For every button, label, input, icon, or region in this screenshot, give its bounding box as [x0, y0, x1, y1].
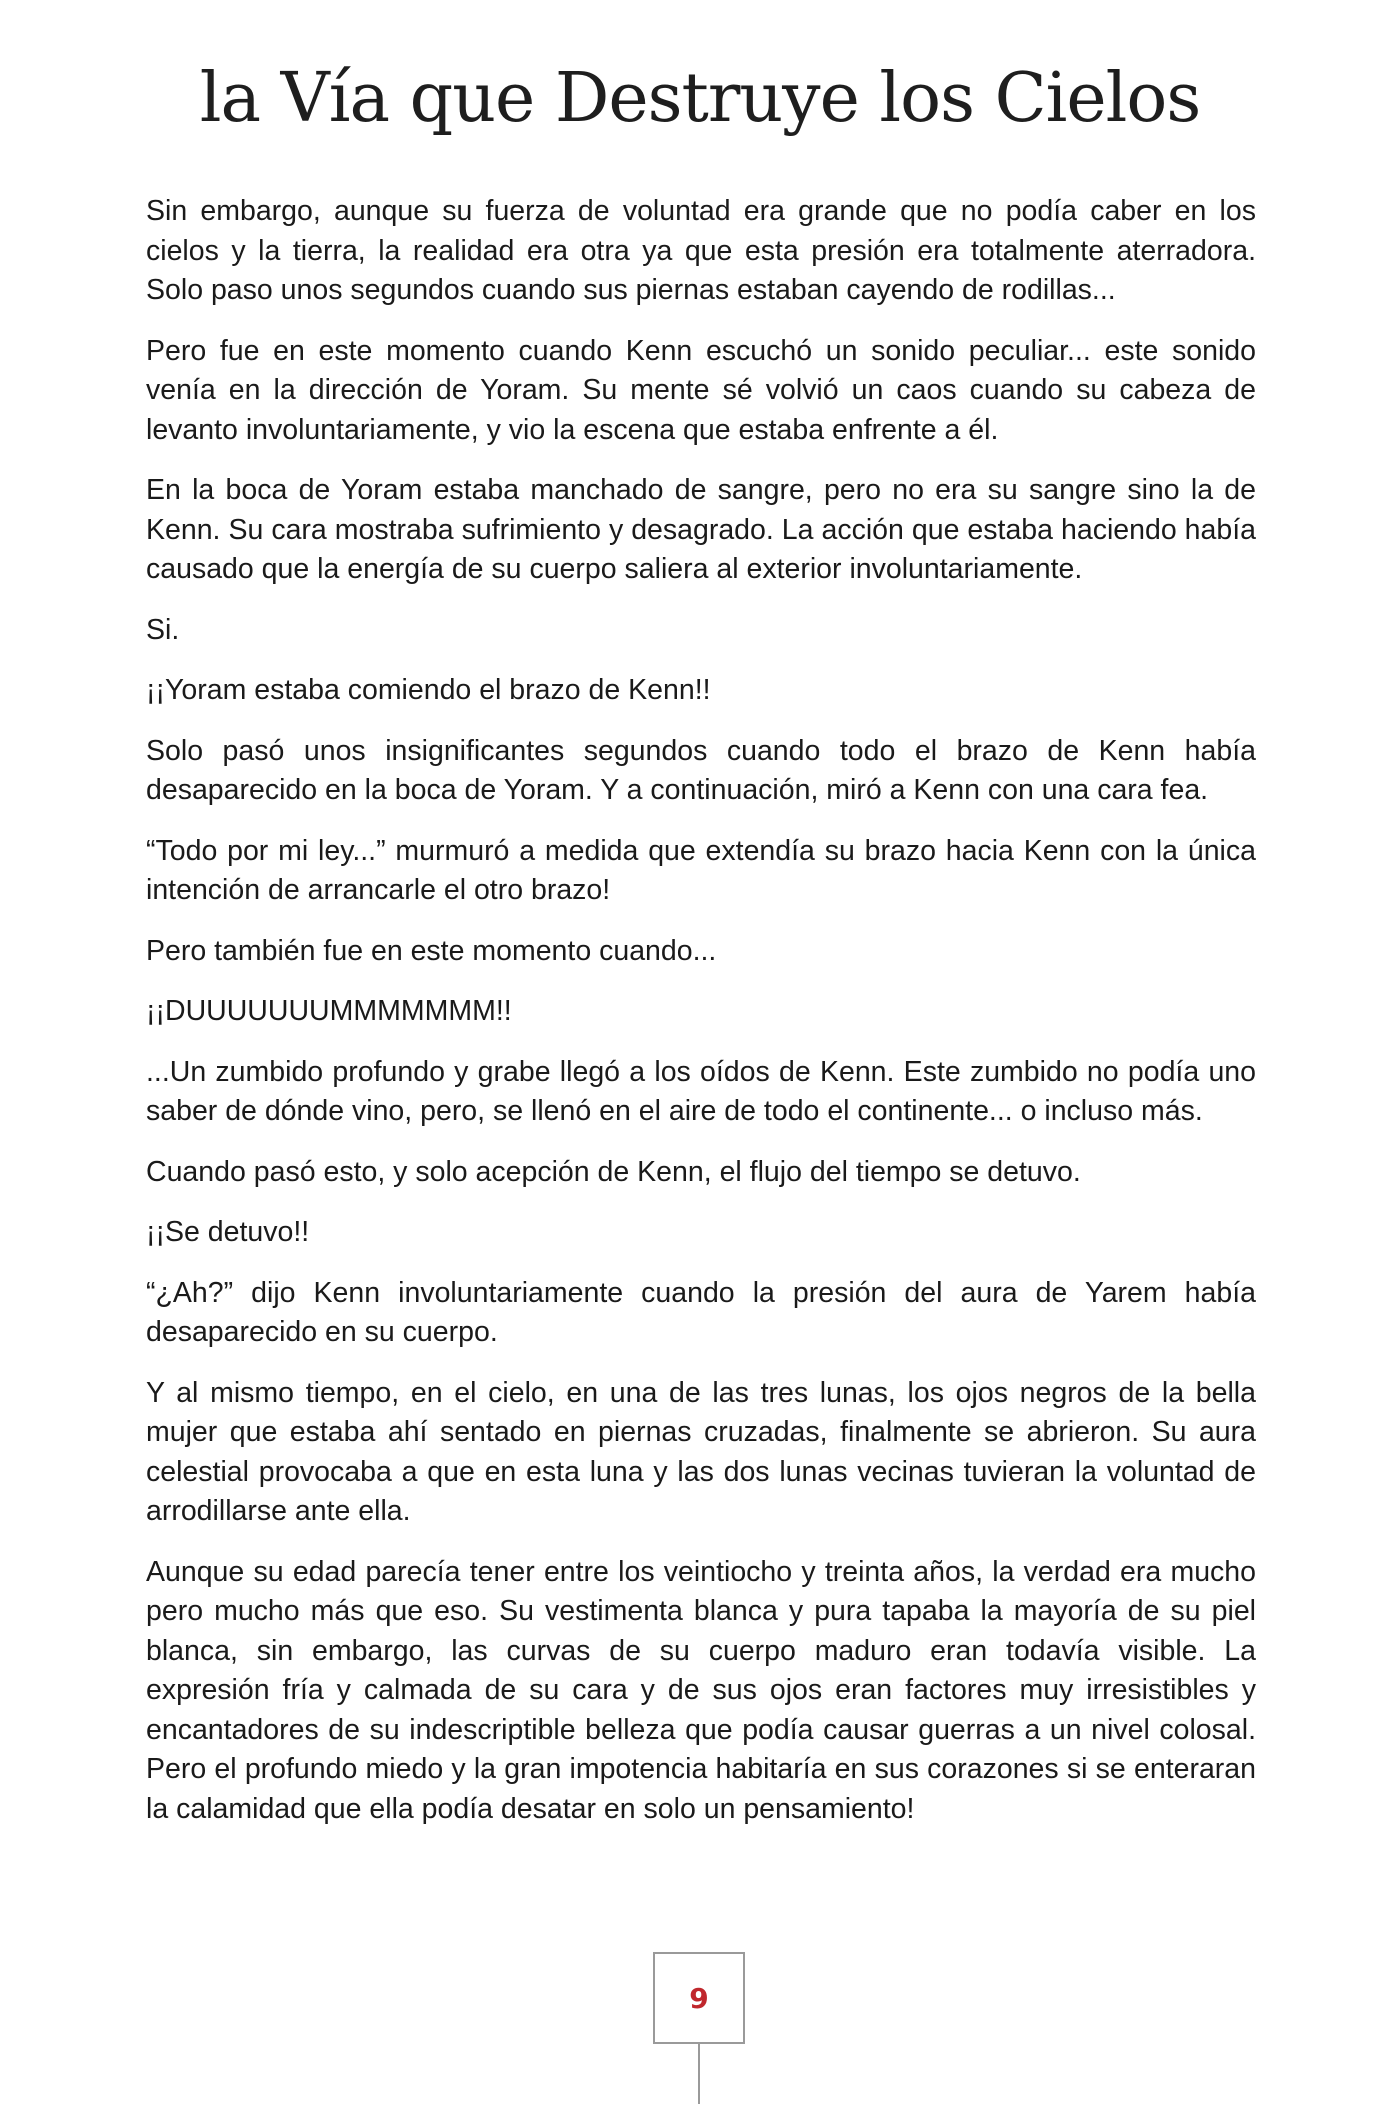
paragraph: Aunque su edad parecía tener entre los veintiocho y treinta años, la verdad era mucho pero mucho más que eso. Su vestimenta blanca y pura tapaba la mayoría de su piel blanca, sin embargo, las curvas de su cuerpo maduro eran todavía visible. La expresión fría y calmada de su cara y de sus ojos eran factores muy irresistibles y encantadores de su indescriptible belleza que podía causar guerras a un nivel colosal. Pero el profundo miedo y la gran impotencia habitaría en sus corazones si se enteraran la calamidad que ella podía desatar en solo un pensamiento!: [146, 1555, 1256, 1825]
paragraph: “Todo por mi ley...” murmuró a medida que extendía su brazo hacia Kenn con la única intención de arrancarle el otro brazo!: [146, 834, 1256, 906]
paragraph: ¡¡DUUUUUUUMMMMMMM!!: [146, 995, 512, 1027]
paragraph: ...Un zumbido profundo y grabe llegó a los oídos de Kenn. Este zumbido no podía uno saber de dónde vino, pero, se llenó en el aire de todo el continente... o incluso más.: [146, 1055, 1256, 1127]
page-number-box: [653, 1952, 745, 2044]
paragraph: Si.: [146, 613, 180, 646]
paragraph: Solo pasó unos insignificantes segundos cuando todo el brazo de Kenn había desaparecido en la boca de Yoram. Y a continuación, miró a Kenn con una cara fea.: [146, 734, 1256, 806]
body-text: [146, 192, 1256, 1850]
paragraph: Sin embargo, aunque su fuerza de voluntad era grande que no podía caber en los cielos y la tierra, la realidad era otra ya que esta presión era totalmente aterradora. Solo paso unos segundos cuando sus piernas estaban cayendo de rodillas...: [146, 195, 1256, 306]
paragraph: Cuando pasó esto, y solo acepción de Kenn, el flujo del tiempo se detuvo.: [146, 1155, 1081, 1188]
paragraph: En la boca de Yoram estaba manchado de sangre, pero no era su sangre sino la de Kenn. Su cara mostraba sufrimiento y desagrado. La acción que estaba haciendo había causado que la energía de su cuerpo saliera al exterior involuntariamente.: [146, 474, 1256, 585]
page-title: la Vía que Destruye los Cielos: [199, 59, 1201, 138]
paragraph: ¡¡Yoram estaba comiendo el brazo de Kenn!!: [146, 674, 711, 706]
paragraph: “¿Ah?” dijo Kenn involuntariamente cuando la presión del aura de Yarem había desaparecido en su cuerpo.: [146, 1276, 1256, 1348]
paragraph: Pero también fue en este momento cuando...: [146, 934, 717, 967]
page-number-stem: [698, 2044, 700, 2104]
paragraph: Y al mismo tiempo, en el cielo, en una de las tres lunas, los ojos negros de la bella mujer que estaba ahí sentado en piernas cruzadas, finalmente se abrieron. Su aura celestial provocaba a que en esta luna y las dos lunas vecinas tuvieran la voluntad de arrodillarse ante ella.: [146, 1376, 1256, 1527]
paragraph: Pero fue en este momento cuando Kenn escuchó un sonido peculiar... este sonido venía en la dirección de Yoram. Su mente sé volvió un caos cuando su cabeza de levanto involuntariamente, y vio la escena que estaba enfrente a él.: [146, 334, 1256, 446]
paragraph: ¡¡Se detuvo!!: [146, 1216, 310, 1248]
page-number: 9: [689, 1981, 709, 2015]
